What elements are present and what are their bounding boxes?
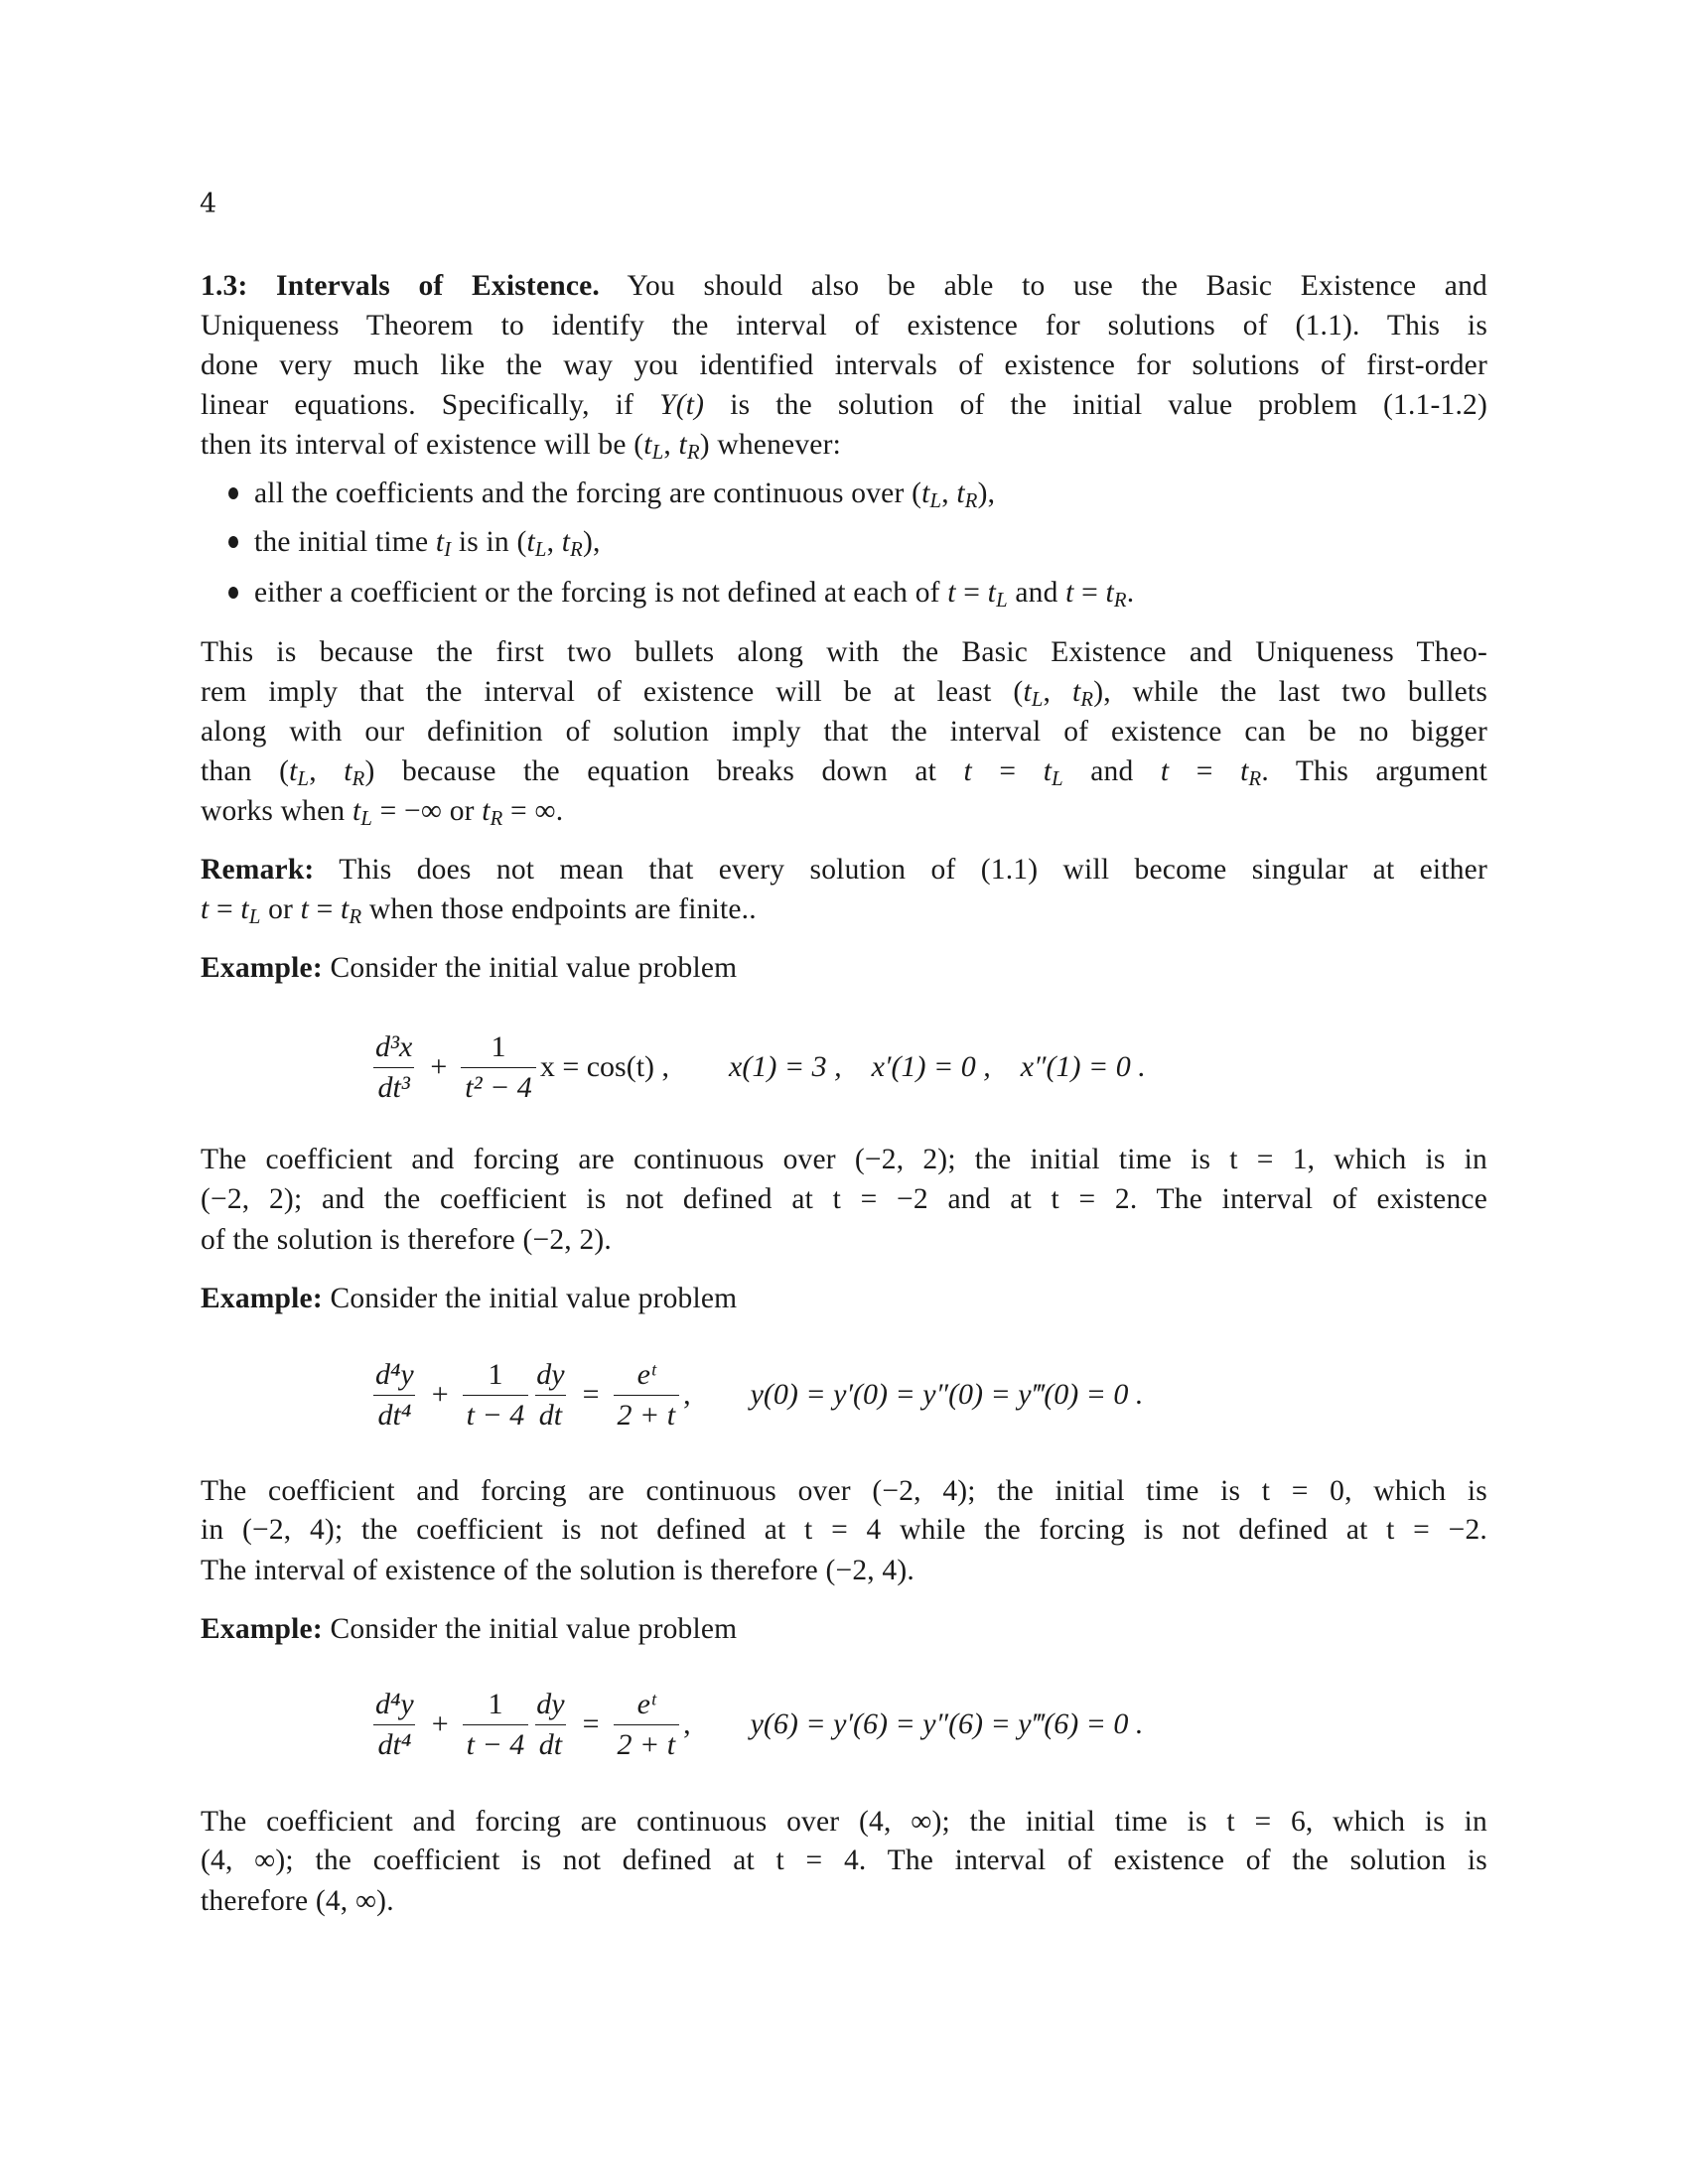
example-3-intro: Example: Consider the initial value problem (201, 1613, 738, 1645)
example-1-explanation-3: of the solution is therefore (−2, 2). (201, 1224, 612, 1256)
page-number: 4 (200, 189, 217, 219)
example-1-intro: Example: Consider the initial value problem (201, 952, 738, 984)
intro-line-2: Uniqueness Theorem to identify the interval of existence for solutions of (1.1). This is (201, 310, 1487, 341)
remark-line-1: Remark: This does not mean that every solution of (1.1) will become singular at either (201, 854, 1487, 886)
example-3-explanation-1: The coefficient and forcing are continuous over (4, ∞); the initial time is t = 6, which is in (201, 1806, 1487, 1838)
bullet-icon (228, 536, 238, 548)
intro-line-4: linear equations. Specifically, if Y(t) is the solution of the initial value problem (1.1-1.2) (201, 389, 1487, 421)
example-3-explanation-3: therefore (4, ∞). (201, 1885, 394, 1917)
example-3-explanation-2: (4, ∞); the coefficient is not defined at t = 4. The interval of existence of the solution is (201, 1844, 1487, 1876)
intro-line-5: then its interval of existence will be ($t_L$, $t_R$) whenever: (201, 429, 842, 465)
example-2-explanation-3: The interval of existence of the solution is therefore (−2, 4). (201, 1555, 914, 1586)
remark-label: Remark: (201, 854, 315, 886)
example-2-explanation-1: The coefficient and forcing are continuous over (−2, 4); the initial time is t = 0, which is (201, 1475, 1487, 1507)
intro-line-1: 1.3: Intervals of Existence. You should also be able to use the Basic Existence and (201, 270, 1487, 302)
para2-line-4: than ($t_L$, $t_R$) because the equation breaks down at $t = t_L$ and $t = t_R$. This argument (201, 755, 1487, 791)
bullet-icon (228, 587, 238, 599)
example-1-explanation-2: (−2, 2); and the coefficient is not defined at t = −2 and at t = 2. The interval of existence (201, 1183, 1487, 1215)
bullet-item: either a coefficient or the forcing is not defined at each of $t = t_L$ and $t = t_R$. (228, 573, 1489, 613)
bullet-icon (228, 487, 238, 499)
remark-line-2: $t = t_L$ or $t = t_R$ when those endpoints are finite.. (201, 893, 757, 929)
example-2-explanation-2: in (−2, 4); the coefficient is not defined at t = 4 while the forcing is not defined at t = −2. (201, 1514, 1487, 1546)
example-label: Example: (201, 1283, 323, 1314)
bullet-item: all the coefficients and the forcing are continuous over ($t_L$, $t_R$), (228, 474, 1489, 513)
intro-line-3: done very much like the way you identified intervals of existence for solutions of first-order (201, 349, 1487, 381)
example-1-explanation-1: The coefficient and forcing are continuous over (−2, 2); the initial time is t = 1, which is in (201, 1144, 1487, 1175)
para2-line-1: This is because the first two bullets along with the Basic Existence and Uniqueness Theo- (201, 636, 1487, 668)
example-2-intro: Example: Consider the initial value problem (201, 1283, 738, 1314)
example-label: Example: (201, 1613, 323, 1645)
para2-line-5: works when $t_L$ = −∞ or $t_R$ = ∞. (201, 795, 564, 831)
bullet-item: the initial time $t_I$ is in ($t_L$, $t_R$), (228, 522, 1489, 562)
section-heading: 1.3: Intervals of Existence. (201, 270, 601, 302)
example-2-equation: $\frac{\text{d⁴y}}{\text{dt⁴}}$ + $\frac{1}{t - 4}$ $\frac{dy}{dt}$ = $\frac{\text{eᵗ}}{2 + t}$ , y(0) = y′(0) = y″(0) = y‴(0) = 0 . (375, 1357, 1144, 1432)
example-1-equation: $\frac{\text{d³x}}{\text{dt³}}$ + $\frac{1}{\text{t² − 4}}$ x = cos(t) , x(1) = 3 , x′(1) = 0 , x″(1) = 0 . (375, 1029, 1146, 1104)
para2-line-3: along with our definition of solution imply that the interval of existence can be no bigger (201, 716, 1487, 748)
example-3-equation: $\frac{\text{d⁴y}}{\text{dt⁴}}$ + $\frac{1}{t - 4}$ $\frac{dy}{dt}$ = $\frac{\text{eᵗ}}{2 + t}$ , y(6) = y′(6) = y″(6) = y‴(6) = 0 . (375, 1687, 1144, 1761)
example-label: Example: (201, 952, 323, 984)
para2-line-2: rem imply that the interval of existence will be at least ($t_L$, $t_R$), while the last two bullets (201, 676, 1487, 712)
